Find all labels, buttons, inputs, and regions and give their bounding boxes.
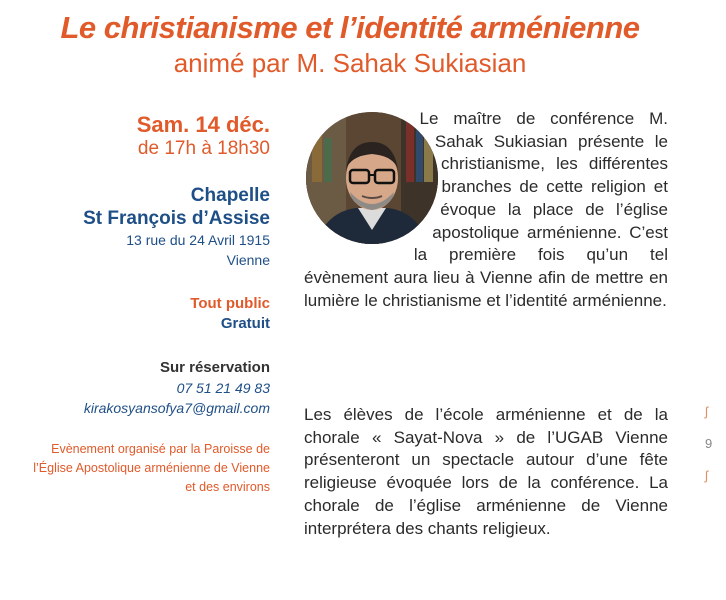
reservation-email[interactable]: kirakosyansofya7@gmail.com <box>83 400 270 416</box>
venue-address <box>20 230 270 270</box>
venue-name <box>20 184 270 230</box>
venue-line-2: St François d’Assise <box>83 208 270 229</box>
performance-paragraph: Les élèves de l’école arménienne et de la chorale « Sayat-Nova » de l’UGAB Vienne présenteront un spectacle autour d’une fête religieuse évoquée lors de la conférence. La chorale de l’église arménienne de Vienne interprétera des chants religieux. <box>304 405 668 538</box>
organizer-note: Evènement organisé par la Paroisse de l’Église Apostolique arménienne de Vienne et des environs <box>33 442 270 494</box>
intro-paragraph-text: Le maître de conférence M. Sahak Sukiasian présente le christianisme, les différentes branches de cette religion et évoque la place de l’église apostolique arménienne. C’est la première fois qu’un tel évènement aura lieu à Vienne afin de mettre en lumière le christianisme et l’identité arménienne. <box>304 109 668 310</box>
price-label: Gratuit <box>220 315 270 332</box>
reservation-label: Sur réservation <box>159 359 270 376</box>
event-date: Sam. 14 déc. <box>136 112 270 137</box>
photo-wrap-spacer <box>304 108 454 268</box>
audience-label: Tout public <box>190 295 270 312</box>
page-subtitle: animé par M. Sahak Sukiasian <box>173 48 527 78</box>
reservation-phone[interactable]: 07 51 21 49 83 <box>176 380 270 396</box>
page-number: 9 <box>705 436 713 451</box>
page-title: Le christianisme et l’identité arménienne <box>60 10 640 45</box>
event-info-column <box>20 112 270 497</box>
margin-mark-bottom: ʃ <box>705 468 708 483</box>
intro-paragraph <box>304 108 668 312</box>
event-time: de 17h à 18h30 <box>137 138 270 159</box>
venue-line-1: Chapelle <box>190 185 270 206</box>
address-line-2: Vienne <box>226 252 270 268</box>
margin-mark-top: ʃ <box>705 404 708 419</box>
address-line-1: 13 rue du 24 Avril 1915 <box>126 232 270 248</box>
